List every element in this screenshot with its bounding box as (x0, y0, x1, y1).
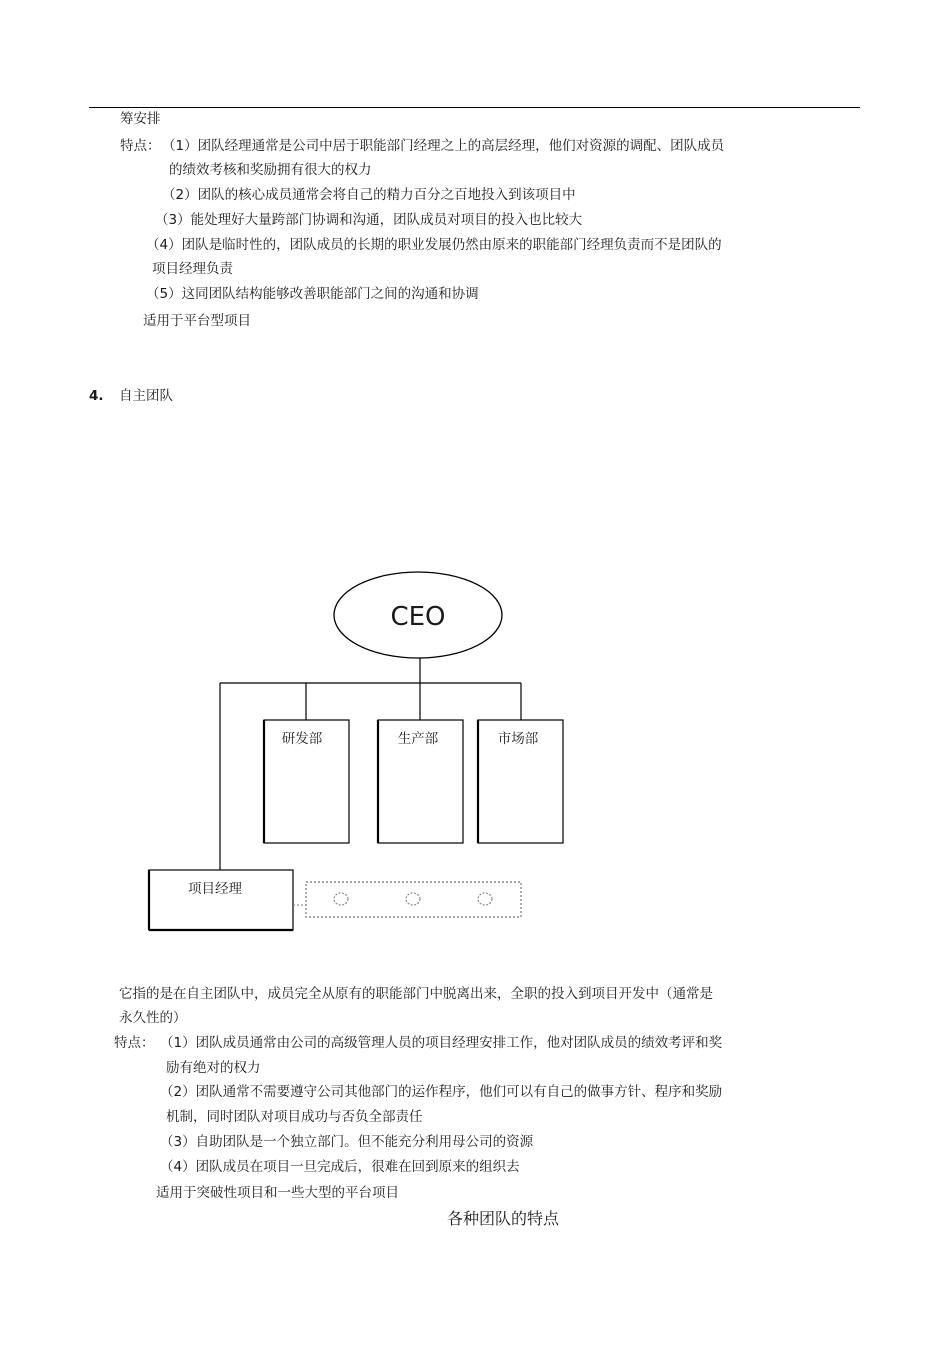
text-line: 筹安排 (120, 111, 161, 127)
point-3: （3）能处理好大量跨部门协调和沟通，团队成员对项目的投入也比较大 (155, 212, 583, 228)
pm-box (149, 870, 293, 930)
points-label: 特点： (120, 138, 161, 154)
section-caption: 各种团队的特点 (447, 1209, 560, 1228)
section-title: 自主团队 (119, 388, 173, 404)
point-3: （3）自助团队是一个独立部门。但不能充分利用母公司的资源 (160, 1134, 534, 1150)
point-4-cont: 项目经理负责 (152, 261, 233, 277)
point-1: （1）团队成员通常由公司的高级管理人员的项目经理安排工作，他对团队成员的绩效考评和奖 (160, 1035, 723, 1051)
dept-production-label: 生产部 (397, 731, 439, 747)
dept-marketing-label: 市场部 (497, 731, 539, 747)
points-label: 特点： (114, 1035, 155, 1051)
description-cont: 永久性的） (119, 1010, 187, 1026)
applies-to: 适用于突破性项目和一些大型的平台项目 (156, 1185, 399, 1201)
dept-rd-label: 研发部 (281, 731, 323, 747)
description: 它指的是在自主团队中，成员完全从原有的职能部门中脱离出来，全职的投入到项目开发中（通常是 (119, 986, 713, 1002)
point-1-cont: 励有绝对的权力 (166, 1060, 261, 1076)
section-number: 4. (89, 388, 104, 404)
applies-to: 适用于平台型项目 (143, 313, 251, 329)
point-5: （5）这同团队结构能够改善职能部门之间的沟通和协调 (146, 286, 479, 302)
point-1: （1）团队经理通常是公司中居于职能部门经理之上的高层经理，他们对资源的调配、团队成员 (162, 138, 725, 154)
pm-label: 项目经理 (188, 881, 242, 897)
ceo-label: CEO (390, 602, 446, 632)
point-2: （2）团队的核心成员通常会将自己的精力百分之百地投入到该项目中 (162, 187, 576, 203)
point-2: （2）团队通常不需要遵守公司其他部门的运作程序，他们可以有自己的做事方针、程序和奖励 (160, 1084, 723, 1100)
point-4: （4）团队成员在项目一旦完成后，很难在回到原来的组织去 (160, 1159, 520, 1175)
team-members-box (306, 882, 521, 917)
point-1-cont: 的绩效考核和奖励拥有很大的权力 (169, 162, 372, 178)
point-4: （4）团队是临时性的，团队成员的长期的职业发展仍然由原来的职能部门经理负责而不是团队的 (146, 237, 722, 253)
point-2-cont: 机制，同时团队对项目成功与否负全部责任 (166, 1109, 423, 1125)
